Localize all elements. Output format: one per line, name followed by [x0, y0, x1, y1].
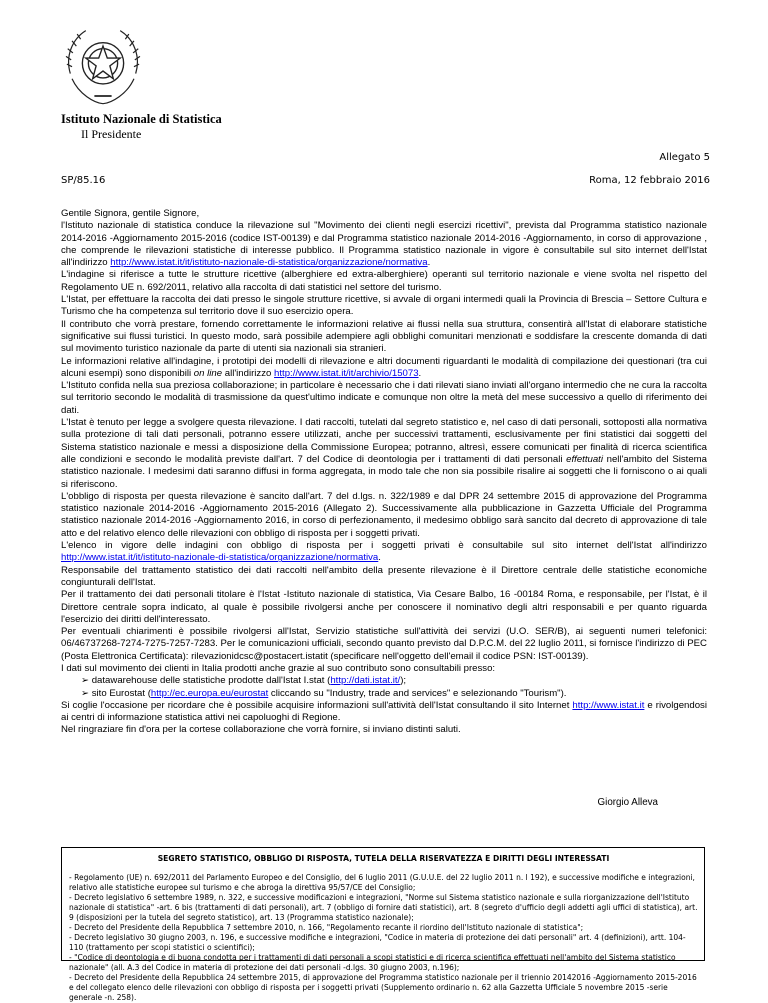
- eurostat-link[interactable]: http://ec.europa.eu/eurostat: [150, 687, 269, 699]
- text: Si coglie l'occasione per ricordare che è possibile acquisire informazioni sull'attività dell'Istat consultando il sito Internet: [61, 699, 573, 711]
- paragraph: L'obbligo di risposta per questa rilevazione è sancito dall'art. 7 del d.lgs. n. 322/1989 e dal DPR 24 settembre 2015 di approvazione del Programma statistico nazionale 2014-2016 -Aggiornamento 2015-2016 (Allegato 2). Successivamente alla pubblicazione in Gazzetta Ufficiale del Programma statistico nazionale 2014-2016 -Aggiornamento 2016, in corso di perfezionamento, il medesimo obbligo sarà sancito dal decreto di approvazione di tale atto e del relativo elenco delle rilevazioni con obbligo di risposta per i soggetti privati.: [61, 490, 707, 539]
- arrow-bullet-icon: ➢: [81, 687, 92, 699]
- paragraph: L'Istituto confida nella sua preziosa collaborazione; in particolare è necessario che i dati rilevati siano inviati all'organo intermedio che ne cura la raccolta sul territorio secondo le modalità di trasmissione da quest'ultimo indicate e comunque non oltre la metà del mese successivo a quello di riferimento dei dati.: [61, 380, 707, 416]
- text: datawarehouse delle statistiche prodotte dall'Istat I.stat (: [91, 675, 331, 687]
- text: L'elenco in vigore delle indagini con obbligo di risposta per i soggetti privati è consultabile sul sito internet dell'Istat all'indirizzo: [61, 540, 707, 552]
- legal-notice-title: SEGRETO STATISTICO, OBBLIGO DI RISPOSTA, TUTELA DELLA RISERVATEZZA E DIRITTI DEGLI INTERESSATI: [157, 854, 610, 863]
- legal-line: - "Codice di deontologia e di buona condotta per i trattamenti di dati personali a scopi statistici e di ricerca scientifica effettuati nell'ambito del Sistema statistico nazionale" (all. A.3 del Codice in materia di protezione dei dati personali -d.lgs. 30 giugno 2003, n.196);: [69, 953, 676, 972]
- letter-date: Roma, 12 febbraio 2016: [589, 175, 710, 186]
- paragraph: L'indagine si riferisce a tutte le strutture ricettive (alberghiere ed extra-alberghiere) operanti sul territorio nazionale e viene svolta nel rispetto del Regolamento UE n. 692/2011, relativo alla raccolta di dati statistici nel settore del turismo.: [61, 269, 707, 293]
- attachment-label: Allegato 5: [659, 152, 710, 163]
- text: .: [418, 367, 422, 379]
- text: );: [400, 675, 407, 687]
- signature-name: Giorgio Alleva: [597, 797, 658, 808]
- istat-data-link[interactable]: http://dati.istat.it/: [330, 675, 401, 687]
- text: .: [427, 257, 431, 269]
- text: Le informazioni relative all'indagine, i prototipi dei modelli di rilevazione e altri documenti riguardanti le modalità di compilazione dei questionari (tra cui alcuni esempi) sono disponibili: [61, 355, 707, 379]
- legal-line: - Decreto legislativo 6 settembre 1989, n. 322, e successive modificazioni e integrazioni, "Norme sul Sistema statistico nazionale e sulla riorganizzazione dell'Istituto nazionale di statistica" -art. 6 bis (trattamenti di dati personali), art. 7 (obbligo di fornire dati statistici), art. 8 (segreto d'ufficio degli addetti agli uffici di statistica), art. 9 (disposizioni per la tutela del segreto statistico), art. 13 (Programma statistico nazionale);: [69, 893, 698, 922]
- paragraph: Per il trattamento dei dati personali titolare è l'Istat -Istituto nazionale di statistica, Via Cesare Balbo, 16 -00184 Roma, e responsabile, per l'Istat, è il Direttore centrale sopra indicato, al quale è possibile rivolgersi anche per conoscere il nominativo degli altri responsabili e per quanto riguarda l'esercizio dei diritti dell'interessato.: [61, 589, 707, 625]
- reference-code: SP/85.16: [61, 175, 106, 186]
- text: .: [378, 552, 381, 564]
- president-subtitle: Il Presidente: [81, 127, 142, 141]
- paragraph: [61, 417, 707, 491]
- legal-line: - Decreto del Presidente della Repubblica 24 settembre 2015, di approvazione del Programma statistico nazionale per il triennio 20142016 -Aggiornamento 2015-2016 e del collegato elenco delle rilevazioni con obbligo di risposta per i soggetti privati (Supplemento ordinario n. 62 alla Gazzetta Ufficiale 5 novembre 2015 -serie generale -n. 258).: [69, 973, 697, 1002]
- paragraph: [61, 540, 707, 565]
- legal-line: - Regolamento (UE) n. 692/2011 del Parlamento Europeo e del Consiglio, del 6 luglio 2011 (G.U.U.E. del 22 luglio 2011 n. l 192), e successive modifiche e integrazioni, relativo alle statistiche europee sul turismo e che abroga la direttiva 95/57/CE del Consiglio;: [69, 873, 695, 892]
- italic-text: on line: [193, 367, 223, 379]
- normativa-link[interactable]: http://www.istat.it/it/istituto-nazionale-di-statistica/organizzazione/normativa: [61, 552, 379, 564]
- paragraph: I dati sul movimento dei clienti in Italia prodotti anche grazie al suo contributo sono consultabili presso:: [61, 662, 496, 674]
- arrow-bullet-icon: ➢: [81, 675, 92, 687]
- paragraph: [61, 220, 707, 269]
- italian-republic-emblem-icon: [60, 22, 146, 108]
- text: sito Eurostat (: [91, 687, 151, 699]
- text: L'Istat è tenuto per legge a svolgere questa rilevazione. I dati raccolti, tutelati dal segreto statistico e, nel caso di dati personali, sottoposti alla normativa sulla protezione di tali dati personali, potranno essere utilizzati, anche per successivi trattamenti, esclusivamente per fini statistici dai soggetti del Sistema statistico nazionale e messi a disposizione della Commissione Europea; potranno, altresì, essere comunicati per finalità di ricerca scientifica alle condizioni e secondo le modalità previste dall'art. 7 del Codice di deontologia per i trattamenti di dati personali: [61, 417, 707, 465]
- paragraph: [61, 700, 707, 725]
- istat-site-link[interactable]: http://www.istat.it: [572, 699, 645, 711]
- paragraph: L'Istat, per effettuare la raccolta dei dati presso le singole strutture ricettive, si avvale di organi intermedi quali la Provincia di Brescia – Settore Cultura e Turismo che ha competenza sul territorio dove il suo esercizio opera.: [61, 294, 707, 318]
- paragraph: Responsabile del trattamento statistico dei dati raccolti nell'ambito della presente rilevazione è il Direttore centrale delle statistiche economiche congiunturali dell'Istat.: [61, 564, 707, 588]
- paragraph: Per eventuali chiarimenti è possibile rivolgersi all'Istat, Servizio statistiche sull'attività dei servizi (U.O. SER/B), ai seguenti numeri telefonici: 06/46737268-7274-7275-7257-7283. Per le comunicazioni ufficiali, secondo quanto previsto dal D.P.C.M. del 22 luglio 2011, si fornisce l'indirizzo di PEC (Posta Elettronica Certificata): rilevazionidcsc@postacert.istatit (specificare nell'oggetto dell'email il codice PSN: IST-00139).: [61, 626, 707, 662]
- bullet-item: [61, 675, 707, 687]
- closing: Nel ringraziare fin d'ora per la cortese collaborazione che vorrà fornire, si inviano distinti saluti.: [61, 724, 461, 736]
- paragraph: [61, 356, 707, 381]
- letter-body: [61, 208, 707, 737]
- text: e rivolgendosi ai centri di informazione statistica attivi nei capoluoghi di Regione.: [61, 699, 707, 724]
- salutation: Gentile Signora, gentile Signore,: [61, 208, 200, 219]
- text: cliccando su "Industry, trade and services" e selezionando "Tourism").: [268, 687, 567, 699]
- normativa-link[interactable]: http://www.istat.it/it/istituto-nazionale-di-statistica/organizzazione/normativa: [110, 257, 428, 269]
- text: nell'ambito del Sistema statistico nazionale. I medesimi dati saranno diffusi in forma aggregata, in modo tale che non sia possibile risalire ai soggetti che li forniscono o ai quali si riferiscono.: [61, 453, 707, 490]
- text: l'Istituto nazionale di statistica conduce la rilevazione sul "Movimento dei clienti negli esercizi ricettivi", prevista dal Programma statistico nazionale 2014-2016 -Aggiornamento 2015-2016 (codice IST-00139) e dal Programma statistico nazionale 2014-2016 -Aggiornamento, in corso di approvazione , che comprende le rilevazioni statistiche di interesse pubblico. Il Programma statistico nazionale in vigore è consultabile sul sito internet dell'Istat all'indirizzo: [61, 220, 707, 269]
- legal-line: - Decreto legislativo 30 giugno 2003, n. 196, e successive modifiche e integrazioni, "Codice in materia di protezione dei dati personali" art. 4 (definizioni), artt. 104-110 (trattamento per scopi statistici o scientifici);: [69, 933, 686, 952]
- legal-notice-box: [61, 847, 705, 1002]
- text: all'indirizzo: [222, 367, 275, 379]
- paragraph: Il contributo che vorrà prestare, fornendo correttamente le informazioni relative ai flussi nella sua struttura, consentirà all'Istat di elaborare statistiche significative sui flussi turistici. In questo modo, sarà possibile adempiere agli obblighi comunitari menzionati e soddisfare la crescente domanda di dati sul movimento turistico nazionale da parte di utenti sia nazionali sia stranieri.: [61, 318, 707, 355]
- italic-text: effettuati: [566, 453, 603, 465]
- organization-name: Istituto Nazionale di Statistica: [61, 112, 222, 126]
- legal-line: - Decreto del Presidente della Repubblica 7 settembre 2010, n. 166, "Regolamento recante il riordino dell'Istituto nazionale di statistica";: [69, 923, 584, 932]
- archivio-link[interactable]: http://www.istat.it/it/archivio/15073: [274, 367, 419, 379]
- bullet-item: [61, 688, 707, 700]
